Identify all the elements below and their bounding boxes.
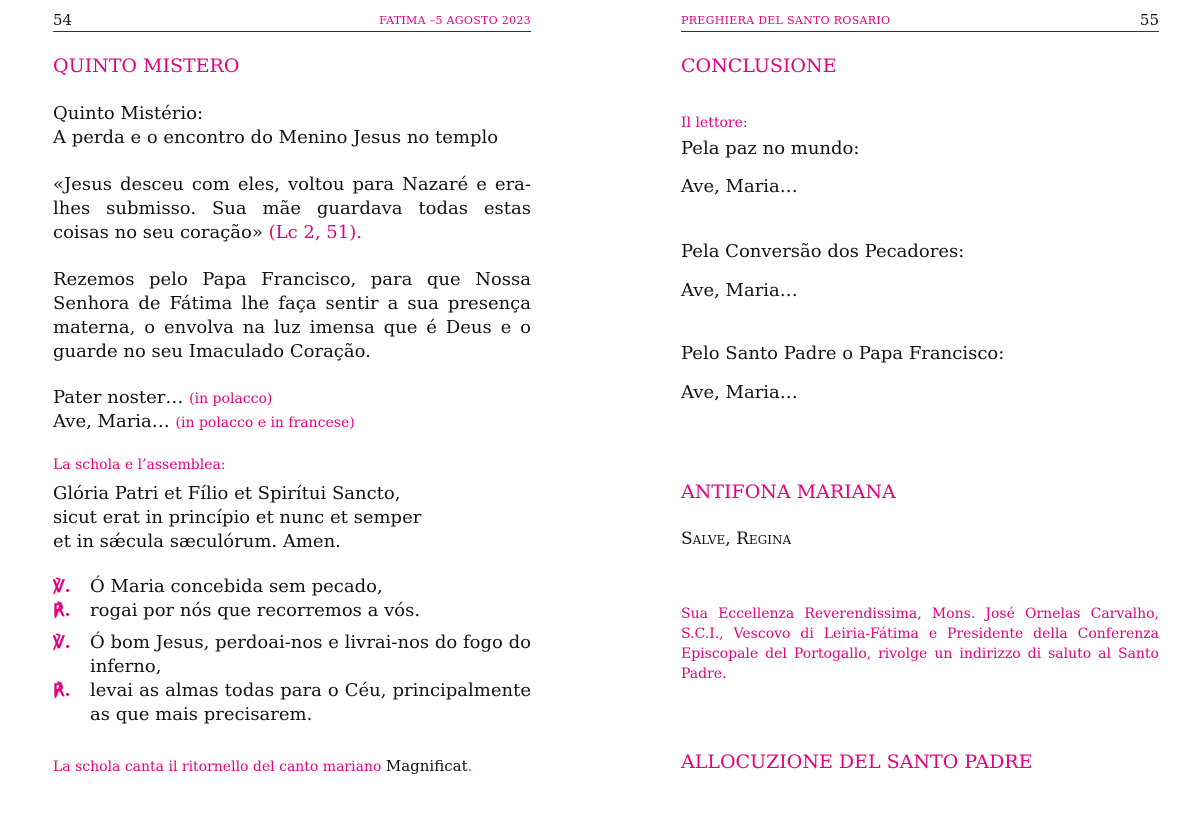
- gloria-line: sicut erat in princípio et nunc et semper: [53, 507, 422, 528]
- ave-line: [53, 410, 531, 434]
- magnificat-title: Magnificat: [385, 757, 468, 775]
- response-row: [53, 679, 87, 703]
- intention-ave: Ave, Maria…: [681, 382, 798, 403]
- right-page: [681, 0, 1159, 816]
- left-page: [53, 0, 531, 816]
- pater-note: (in polacco): [189, 391, 273, 407]
- pope-prayer: Rezemos pelo Papa Francisco, para que Nossa Senhora de Fátima lhe faça sentir a sua presença materna, o envolva na luz imensa que é Deus e o guarde no seu Imaculado Coração.: [53, 269, 531, 362]
- versicle-symbol: ℣.: [53, 633, 71, 653]
- intention-line: Pela Conversão dos Pecadores:: [681, 241, 965, 262]
- response-symbol: ℟.: [53, 601, 71, 621]
- left-running-head: FATIMA –5 AGOSTO 2023: [379, 14, 531, 27]
- gloria-patri: [53, 482, 531, 554]
- closing-rubric: [53, 756, 531, 777]
- reader-rubric: Il lettore:: [681, 115, 748, 131]
- ave-text: Ave, Maria…: [53, 411, 170, 432]
- versicle-symbol: ℣.: [53, 577, 71, 597]
- closing-rubric-end: .: [467, 759, 473, 775]
- gloria-line: Glória Patri et Fílio et Spirítui Sancto,: [53, 483, 401, 504]
- intention-line: Pela paz no mundo:: [681, 138, 860, 159]
- ave-note: (in polacco e in francese): [175, 415, 355, 431]
- versicle-row: [53, 631, 87, 655]
- left-page-number: 54: [53, 11, 73, 29]
- conclusion-title: CONCLUSIONE: [681, 55, 837, 77]
- gloria-line: et in sǽcula sæculórum. Amen.: [53, 531, 341, 552]
- gospel-quote: [53, 173, 531, 245]
- antiphon-name: Salve, Regina: [681, 529, 792, 549]
- response-row: [53, 599, 87, 623]
- response-text: levai as almas todas para o Céu, principalmente as que mais precisarem.: [90, 680, 531, 725]
- mystery-line-1: Quinto Mistério:: [53, 103, 204, 124]
- pater-line: [53, 386, 531, 410]
- mystery-line-2: A perda e o encontro do Menino Jesus no templo: [53, 127, 499, 148]
- versicles: [53, 575, 531, 735]
- right-page-number: 55: [1139, 11, 1159, 29]
- response-text: rogai por nós que recorremos a vós.: [90, 600, 421, 621]
- left-page-header: [53, 11, 531, 32]
- gospel-quote-end: .: [356, 222, 362, 243]
- gospel-quote-text: «Jesus desceu com eles, voltou para Nazaré e era-lhes submisso. Sua mãe guardava todas estas coisas no seu coração»: [53, 174, 531, 243]
- antiphon-title: ANTIFONA MARIANA: [681, 481, 896, 503]
- schola-rubric: La schola e l’assemblea:: [53, 457, 226, 473]
- closing-rubric-text: La schola canta il ritornello del canto mariano: [53, 759, 382, 775]
- pater-text: Pater noster…: [53, 387, 184, 408]
- versicle-text: Ó Maria concebida sem pecado,: [90, 576, 383, 597]
- versicle-row: [53, 575, 87, 599]
- mystery-heading: [53, 102, 531, 150]
- left-section-title: QUINTO MISTERO: [53, 55, 240, 77]
- right-page-header: [681, 11, 1159, 32]
- intention-line: Pelo Santo Padre o Papa Francisco:: [681, 343, 1005, 364]
- right-running-head: PREGHIERA DEL SANTO ROSARIO: [681, 14, 891, 27]
- response-symbol: ℟.: [53, 681, 71, 701]
- gospel-reference: (Lc 2, 51): [268, 222, 357, 243]
- intention-ave: Ave, Maria…: [681, 280, 798, 301]
- allocution-title: ALLOCUZIONE DEL SANTO PADRE: [681, 751, 1033, 773]
- versicle-text: Ó bom Jesus, perdoai-nos e livrai-nos do fogo do inferno,: [90, 632, 531, 677]
- intention-ave: Ave, Maria…: [681, 176, 798, 197]
- bishop-rubric: Sua Eccellenza Reverendissima, Mons. José Ornelas Carvalho, S.C.I., Vescovo di Leiria-Fátima e Presidente della Conferenza Episcopale del Portogallo, rivolge un indirizzo di saluto al Santo Padre.: [681, 606, 1159, 682]
